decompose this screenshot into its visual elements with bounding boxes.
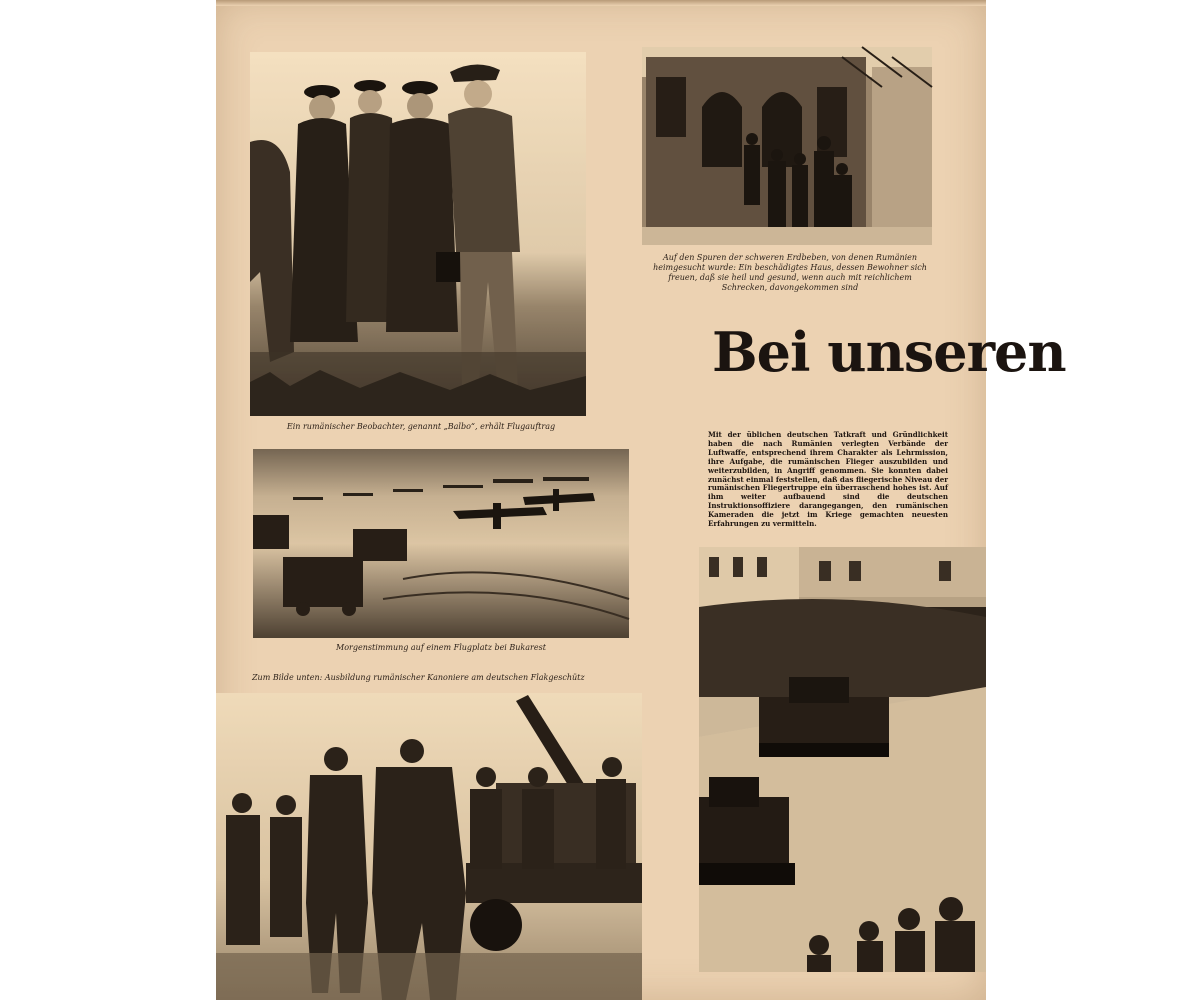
photo-officers [250,52,586,416]
photo-flak-gun [216,693,642,1000]
article-headline: Bei unseren [712,320,1066,384]
caption-airfield: Morgenstimmung auf einem Flugplatz bei Bukarest [336,643,546,652]
caption-observer: Ein rumänischer Beobachter, genannt „Balbo“, erhält Flugauftrag [286,422,556,431]
caption-flak: Zum Bilde unten: Ausbildung rumänischer Kanoniere am deutschen Flakgeschütz [252,673,585,682]
magazine-page [216,0,1066,1000]
photo-airfield [253,449,629,638]
photo-damaged-house [642,47,932,245]
article-body: Mit der üblichen deutschen Tatkraft und Gründlichkeit haben die nach Rumänien verlegten Verbände der Luftwaffe, entsprechend ihrem Charakter als Lehrmission, ihre Aufgabe, die rumänischen Flieger auszubilden und weiterzubilden, in Angriff genommen. Sie konnten dabei zunächst einmal feststellen, daß das fliegerische Niveau der rumänischen Fliegertruppe ein überraschend hohes ist. Auf ihm weiter aufbauend sind die deutschen Instruktionsoffiziere darangegangen, den rumänischen Kameraden die jetzt im Kriege gemachten neuesten Erfahrungen zu vermitteln. [708,430,948,529]
caption-earthquake: Auf den Spuren der schweren Erdbeben, von denen Rumänien heimgesucht wurde: Ein beschädigtes Haus, dessen Bewohner sich freuen, daß sie heil und gesund, wenn auch mit reichlichem Schrecken, davongekommen sind [653,253,927,292]
photo-parade-tanks [699,547,986,972]
page-edge [216,0,986,6]
